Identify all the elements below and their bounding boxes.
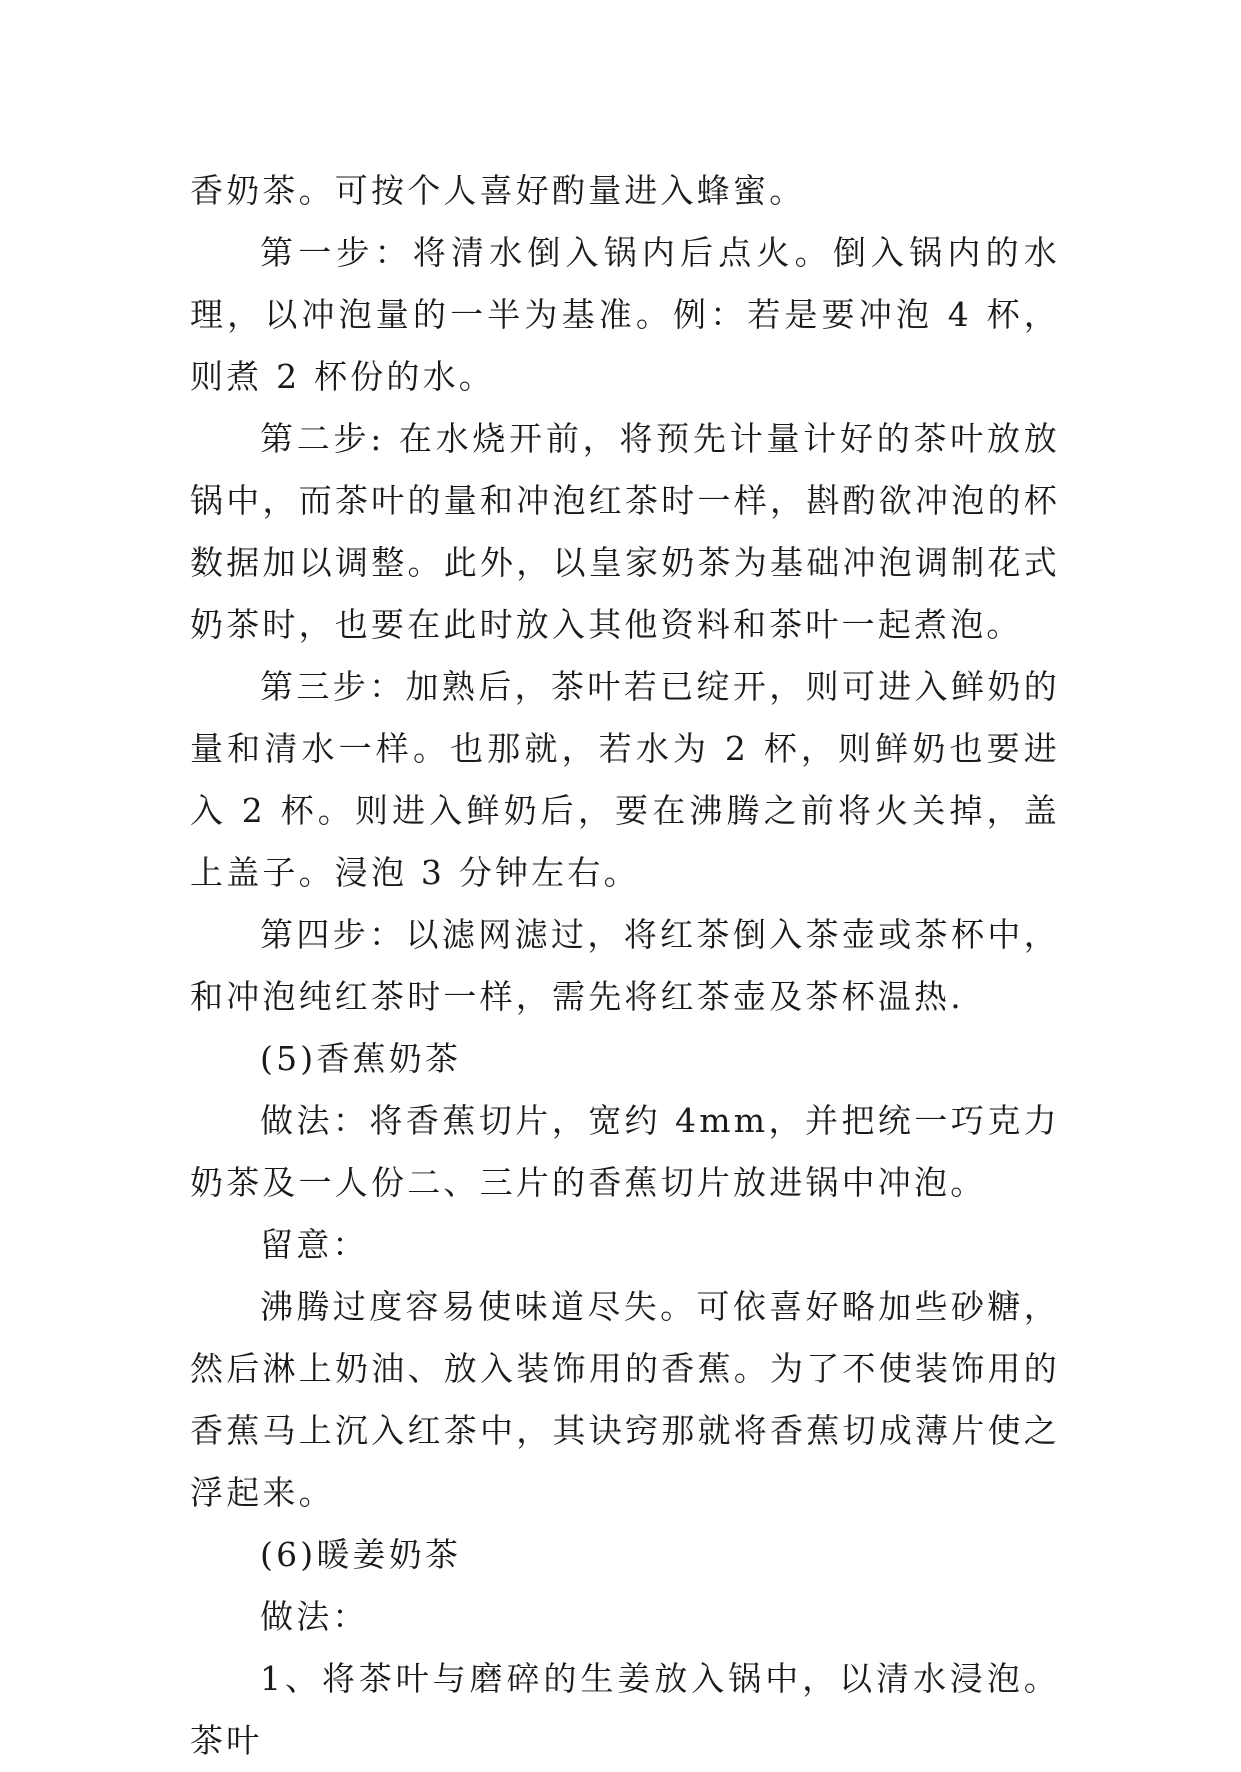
section-heading-ginger-milk-tea: (6)暖姜奶茶	[260, 1535, 462, 1574]
paragraph-step-three: 第三步：加熟后，茶叶若已绽开，则可进入鲜奶的量和清水一样。也那就，若水为 2 杯，则鲜奶也要进入 2 杯。则进入鲜奶后，要在沸腾之前将火关掉，盖上盖子。浸泡 3 分钟左右。	[190, 667, 1060, 892]
paragraph-step-one: 第一步：将清水倒入锅内后点火。倒入锅内的水理，以冲泡量的一半为基准。例：若是要冲泡 4 杯，则煮 2 杯份的水。	[190, 233, 1060, 396]
paragraph-method-label: 做法：	[260, 1597, 369, 1636]
paragraph-ginger-step-one: 1、将茶叶与磨碎的生姜放入锅中，以清水浸泡。茶叶	[190, 1659, 1060, 1760]
paragraph-step-four: 第四步：以滤网滤过，将红茶倒入茶壶或茶杯中，和冲泡纯红茶时一样，需先将红茶壶及茶杯温热.	[190, 915, 1060, 1016]
document-body	[190, 160, 1060, 1772]
paragraph-banana-note: 沸腾过度容易使味道尽失。可依喜好略加些砂糖，然后淋上奶油、放入装饰用的香蕉。为了不使装饰用的香蕉马上沉入红茶中，其诀窍那就将香蕉切成薄片使之浮起来。	[190, 1287, 1060, 1512]
paragraph-continuation: 香奶茶。可按个人喜好酌量进入蜂蜜。	[190, 171, 806, 210]
paragraph-step-two: 第二步: 在水烧开前，将预先计量计好的茶叶放放锅中，而茶叶的量和冲泡红茶时一样，斟酌欲冲泡的杯数据加以调整。此外，以皇家奶茶为基础冲泡调制花式奶茶时，也要在此时放入其他资料和茶叶一起煮泡。	[190, 419, 1060, 644]
paragraph-note-label: 留意：	[260, 1225, 369, 1264]
paragraph-banana-method: 做法：将香蕉切片，宽约 4mm，并把统一巧克力奶茶及一人份二、三片的香蕉切片放进锅中冲泡。	[190, 1101, 1060, 1202]
section-heading-banana-milk-tea: (5)香蕉奶茶	[260, 1039, 462, 1078]
